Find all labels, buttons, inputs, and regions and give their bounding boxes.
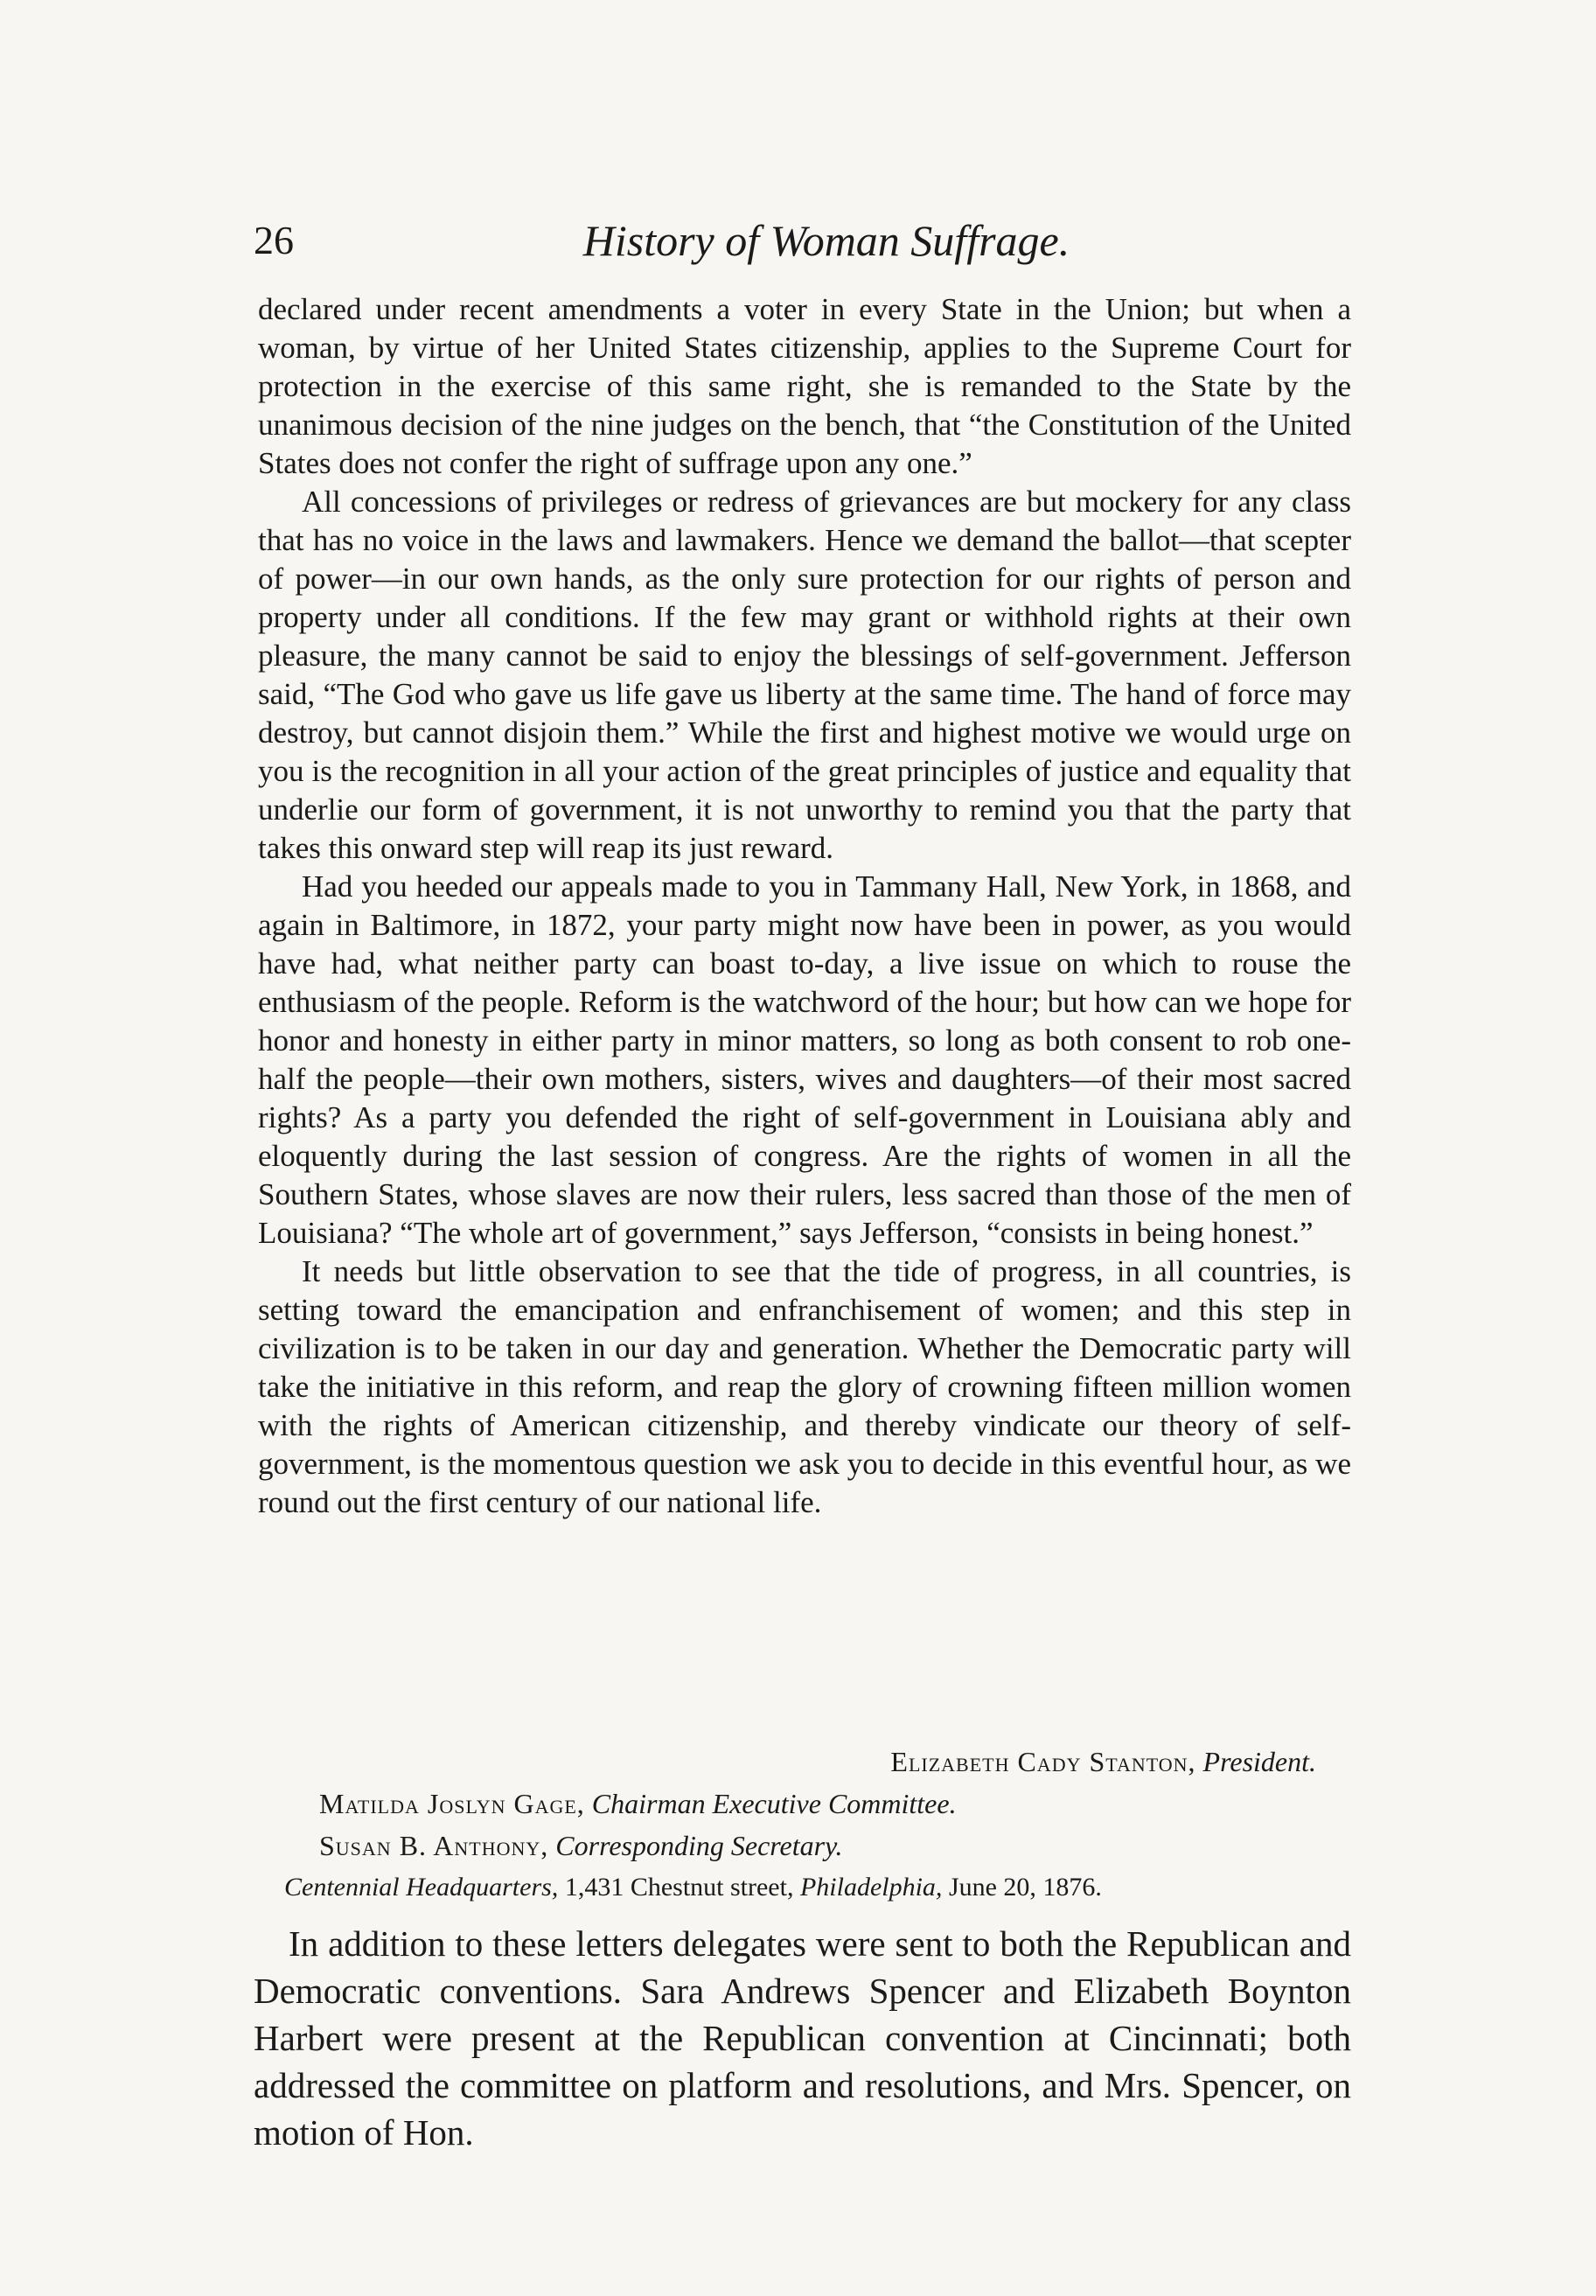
signatory-name: Susan B. Anthony, <box>319 1830 549 1861</box>
signatory-title: Corresponding Secretary. <box>555 1830 843 1861</box>
location-city: Philadelphia, <box>799 1873 943 1902</box>
signature-stanton <box>258 1741 1351 1783</box>
paragraph-1: declared under recent amendments a voter in every State in the Union; but when a woman, by virtue of her United States citizenship, applies to the Supreme Court for protection in the exercise of this same right, she is remanded to the State by the unanimous decision of the nine judges on the bench, that “the Constitution of the United States does not confer the right of suffrage upon any one.” <box>258 292 1351 480</box>
signatory-name: Elizabeth Cady Stanton, <box>890 1746 1196 1777</box>
page-header <box>254 210 1347 271</box>
signatory-name: Matilda Joslyn Gage, <box>319 1788 585 1819</box>
location-street: 1,431 Chestnut street, <box>564 1873 794 1902</box>
signature-block <box>258 1741 1351 1909</box>
narrative-section <box>254 1920 1351 2156</box>
paragraph-2: All concessions of privileges or redress of grievances are but mockery for any class that has no voice in the laws and lawmakers. Hence we demand the ballot—that scepter of power—in our own hands, as the only sure protection for our rights of person and property under all conditions. If the few may grant or withhold rights at their own pleasure, the many cannot be said to enjoy the blessings of self-government. Jefferson said, “The God who gave us life gave us liberty at the same time. The hand of force may destroy, but cannot disjoin them.” While the first and highest motive we would urge on you is the recognition in all your action of the great principles of justice and equality that underlie our form of government, it is not unworthy to remind you that the party that takes this onward step will reap its just reward. <box>258 485 1351 865</box>
location-dateline <box>258 1867 1351 1909</box>
paragraph-4: It needs but little observation to see that the tide of progress, in all countries, is setting toward the emancipation and enfranchisement of women; and this step in civilization is to be taken in our day and generation. Whether the Democratic party will take the initiative in this reform, and reap the glory of crowning fifteen million women with the rights of American citizenship, and thereby vindicate our theory of self-government, is the momentous question we ask you to decide in this eventful hour, as we round out the first century of our national life. <box>258 1254 1351 1519</box>
signature-gage <box>258 1783 1351 1825</box>
location-date: June 20, 1876. <box>948 1873 1102 1902</box>
location-prefix: Centennial Headquarters, <box>284 1873 559 1902</box>
signature-anthony <box>258 1825 1351 1867</box>
running-title: History of Woman Suffrage. <box>582 216 1070 265</box>
paragraph-3: Had you heeded our appeals made to you in Tammany Hall, New York, in 1868, and again in Baltimore, in 1872, your party might now have been in power, as you would have had, what neither party can boast to-day, a live issue on which to rouse the enthusiasm of the people. Reform is the watchword of the hour; but how can we hope for honor and honesty in either party in minor matters, so long as both consent to rob one-half the people—their own mothers, sisters, wives and daughters—of their most sacred rights? As a party you defended the right of self-government in Louisiana ably and eloquently during the last session of congress. Are the rights of women in all the Southern States, whose slaves are now their rulers, less sacred than those of the men of Louisiana? “The whole art of government,” says Jefferson, “consists in being honest.” <box>258 869 1351 1250</box>
page-number: 26 <box>254 218 294 262</box>
letter-body <box>258 290 1351 1522</box>
signatory-title: Chairman Executive Committee. <box>591 1788 957 1819</box>
signatory-title: President. <box>1202 1746 1316 1777</box>
narrative-paragraph: In addition to these letters delegates were sent to both the Republican and Democratic conventions. Sara Andrews Spencer and Elizabeth Boynton Harbert were present at the Republican convention at Cincinnati; both addressed the committee on platform and resolutions, and Mrs. Spencer, on motion of Hon. <box>254 1923 1351 2153</box>
